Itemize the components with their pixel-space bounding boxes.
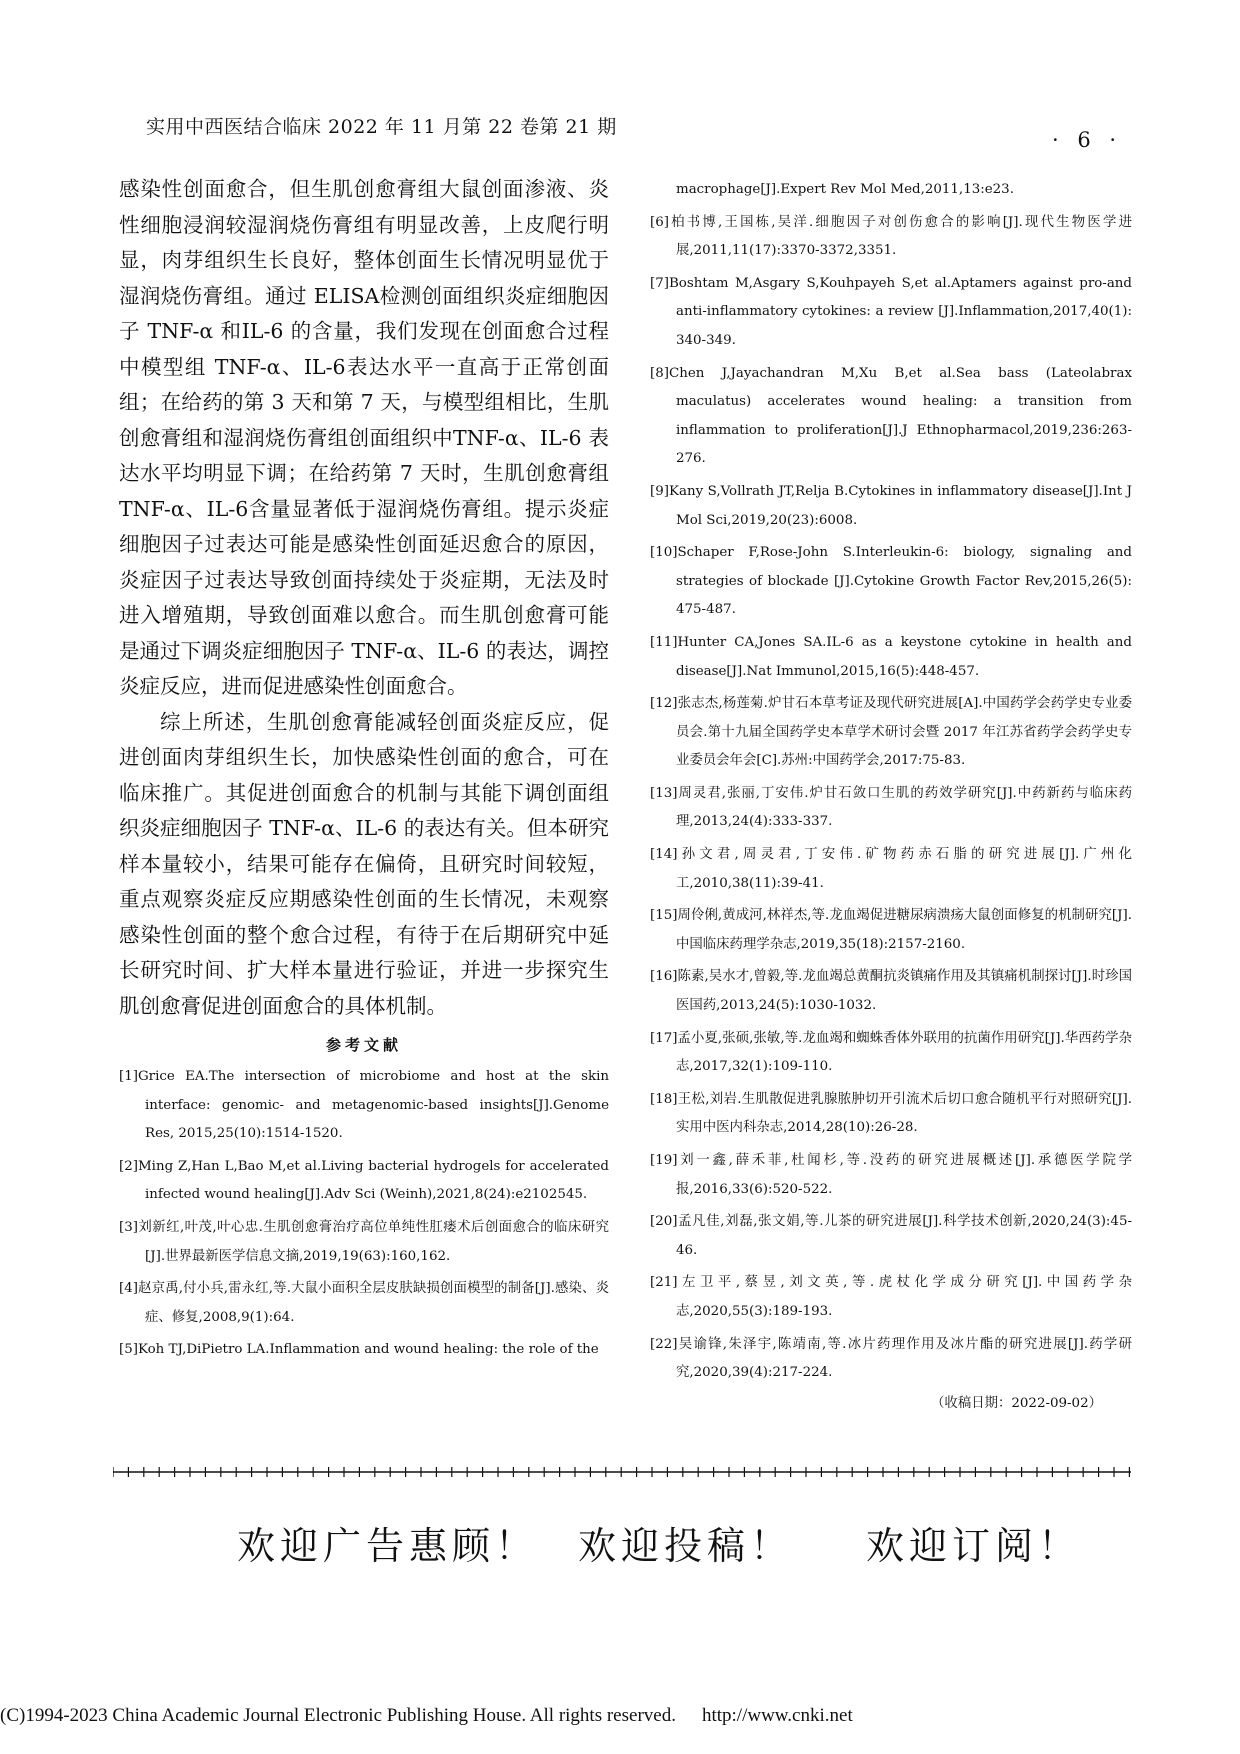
- welcome-submissions-text: 欢迎投稿！: [578, 1524, 794, 1568]
- journal-header: 实用中西医结合临床 2022 年 11 月第 22 卷第 21 期: [146, 116, 617, 138]
- reference-item: [22]吴谕锋,朱泽宇,陈靖南,等.冰片药理作用及冰片酯的研究进展[J].药学研究,2020,39(4):217-224.: [650, 1336, 1132, 1381]
- copyright-footer: [0, 1705, 853, 1727]
- received-date: （收稿日期：2022-09-02）: [931, 1395, 1102, 1411]
- cross-divider-line: [113, 1465, 1131, 1479]
- reference-item: [8]Chen J,Jayachandran M,Xu B,et al.Sea bass (Lateolabrax maculatus) accelerates wound healing: a transition from inflammation to proliferation[J].J Ethnopharmacol,2019,236:263-276.: [650, 365, 1132, 467]
- page-number: · 6 ·: [1052, 128, 1123, 152]
- reference-item: [12]张志杰,杨莲菊.炉甘石本草考证及现代研究进展[A].中国药学会药学史专业委员会.第十九届全国药学史本草学术研讨会暨 2017 年江苏省药学会药学史专业委员会年会[C].苏州:中国药学会,2017:75-83.: [650, 696, 1132, 769]
- welcome-ads-text: 欢迎广告惠顾！: [237, 1524, 539, 1568]
- reference-item: [9]Kany S,Vollrath JT,Relja B.Cytokines in inflammatory disease[J].Int J Mol Sci,2019,20(23):6008.: [650, 483, 1132, 528]
- reference-item: [13]周灵君,张丽,丁安伟.炉甘石敛口生肌的药效学研究[J].中药新药与临床药理,2013,24(4):333-337.: [650, 785, 1132, 830]
- reference-item: [6]柏书博,王国栋,吴洋.细胞因子对创伤愈合的影响[J].现代生物医学进展,2011,11(17):3370-3372,3351.: [650, 214, 1132, 259]
- body-text: [119, 172, 609, 1024]
- right-column: [650, 176, 1132, 1411]
- references-list-left: [119, 1063, 609, 1365]
- reference-item: [1]Grice EA.The intersection of microbiome and host at the skin interface: genomic- and metagenomic-based insights[J].Genome Res, 2015,25(10):1514-1520.: [119, 1069, 609, 1142]
- reference-continuation: macrophage[J].Expert Rev Mol Med,2011,13:e23.: [676, 182, 1014, 197]
- references-list-right: [650, 176, 1132, 1388]
- reference-item: [14]孙文君,周灵君,丁安伟.矿物药赤石脂的研究进展[J].广州化工,2010,38(11):39-41.: [650, 847, 1132, 891]
- reference-item: [10]Schaper F,Rose-John S.Interleukin-6: biology, signaling and strategies of blockade [J].Cytokine Growth Factor Rev,2015,26(5): 475-487.: [650, 545, 1132, 618]
- body-paragraph-2: 综上所述，生肌创愈膏能减轻创面炎症反应，促进创面肉芽组织生长，加快感染性创面的愈合，可在临床推广。其促进创面愈合的机制与其能下调创面组织炎症细胞因子 TNF-α、IL-6 的表达有关。但本研究样本量较小，结果可能存在偏倚，且研究时间较短，重点观察炎症反应期感染性创面的生长情况，未观察感染性创面的整个愈合过程，有待于在后期研究中延长研究时间、扩大样本量进行验证，并进一步探究生肌创愈膏促进创面愈合的具体机制。: [119, 709, 609, 1018]
- reference-item: [20]孟凡佳,刘磊,张文娟,等.儿茶的研究进展[J].科学技术创新,2020,24(3):45-46.: [650, 1214, 1132, 1258]
- reference-item: [5]Koh TJ,DiPietro LA.Inflammation and wound healing: the role of the: [119, 1342, 599, 1358]
- reference-item: [3]刘新红,叶茂,叶心忠.生肌创愈膏治疗高位单纯性肛瘘术后创面愈合的临床研究[J].世界最新医学信息文摘,2019,19(63):160,162.: [119, 1219, 609, 1264]
- body-paragraph-1: 感染性创面愈合，但生肌创愈膏组大鼠创面渗液、炎性细胞浸润较湿润烧伤膏组有明显改善，上皮爬行明显，肉芽组织生长良好，整体创面生长情况明显优于湿润烧伤膏组。通过 ELISA检测创面组织炎症细胞因子 TNF-α 和IL-6 的含量，我们发现在创面愈合过程中模型组 TNF-α、IL-6表达水平一直高于正常创面组；在给药的第 3 天和第 7 天，与模型组相比，生肌创愈膏组和湿润烧伤膏组创面组织中TNF-α、IL-6 表达水平均明显下调；在给药第 7 天时，生肌创愈膏组 TNF-α、IL-6含量显著低于湿润烧伤膏组。提示炎症细胞因子过表达可能是感染性创面延迟愈合的原因，炎症因子过表达导致创面持续处于炎症期，无法及时进入增殖期，导致创面难以愈合。而生肌创愈膏可能是通过下调炎症细胞因子 TNF-α、IL-6 的表达，调控炎症反应，进而促进感染性创面愈合。: [119, 177, 609, 698]
- cnki-url: http://www.cnki.net: [701, 1705, 853, 1726]
- references-heading: 参考文献: [325, 1036, 402, 1054]
- copyright-text: (C)1994-2023 China Academic Journal Electronic Publishing House. All rights reserved.: [0, 1705, 676, 1726]
- reference-item: [7]Boshtam M,Asgary S,Kouhpayeh S,et al.Aptamers against pro-and anti-inflammatory cytokines: a review [J].Inflammation,2017,40(1): 340-349.: [650, 275, 1132, 348]
- reference-item: [17]孟小夏,张硕,张敏,等.龙血竭和蜘蛛香体外联用的抗菌作用研究[J].华西药学杂志,2017,32(1):109-110.: [650, 1030, 1132, 1075]
- reference-item: [15]周伶俐,黄成河,林祥杰,等.龙血竭促进糖尿病溃疡大鼠创面修复的机制研究[J].中国临床药理学杂志,2019,35(18):2157-2160.: [650, 908, 1132, 952]
- reference-item: [18]王松,刘岩.生肌散促进乳腺脓肿切开引流术后切口愈合随机平行对照研究[J].实用中医内科杂志,2014,28(10):26-28.: [650, 1091, 1132, 1136]
- left-column: [119, 172, 609, 1369]
- reference-item: [21]左卫平,蔡昱,刘文英,等.虎杖化学成分研究[J].中国药学杂志,2020,55(3):189-193.: [650, 1275, 1132, 1319]
- welcome-subscriptions-text: 欢迎订阅！: [866, 1524, 1082, 1568]
- reference-item: [11]Hunter CA,Jones SA.IL-6 as a keystone cytokine in health and disease[J].Nat Immunol,2015,16(5):448-457.: [650, 634, 1132, 679]
- reference-item: [4]赵京禹,付小兵,雷永红,等.大鼠小面积全层皮肤缺损创面模型的制备[J].感染、炎症、修复,2008,9(1):64.: [119, 1281, 609, 1325]
- reference-item: [19]刘一鑫,薛禾菲,杜闻杉,等.没药的研究进展概述[J].承德医学院学报,2016,33(6):520-522.: [650, 1153, 1132, 1197]
- reference-item: [16]陈素,吴水才,曾毅,等.龙血竭总黄酮抗炎镇痛作用及其镇痛机制探讨[J].时珍国医国药,2013,24(5):1030-1032.: [650, 969, 1132, 1014]
- reference-item: [2]Ming Z,Han L,Bao M,et al.Living bacterial hydrogels for accelerated infected wound healing[J].Adv Sci (Weinh),2021,8(24):e2102545.: [119, 1158, 609, 1203]
